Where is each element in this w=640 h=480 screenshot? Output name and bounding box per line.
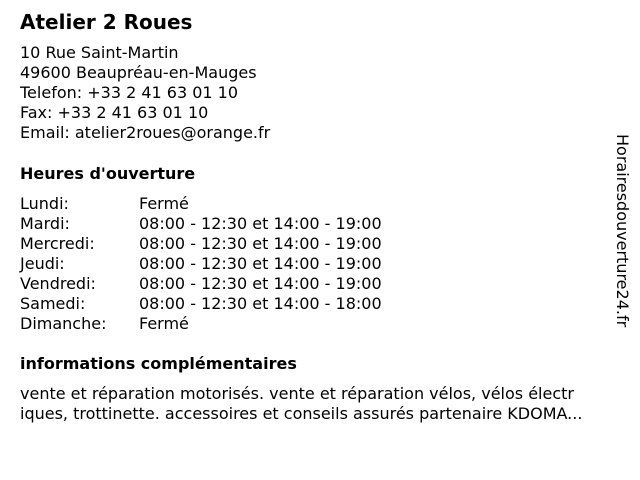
address-city: 49600 Beaupréau-en-Mauges <box>20 63 257 82</box>
day-label: Mercredi: <box>20 234 95 253</box>
phone-number: Telefon: +33 2 41 63 01 10 <box>20 83 239 102</box>
additional-info-text <box>20 384 632 424</box>
hours-row-thursday <box>20 254 440 274</box>
day-label: Samedi: <box>20 294 86 313</box>
day-label: Dimanche: <box>20 314 107 333</box>
day-hours: 08:00 - 12:30 et 14:00 - 18:00 <box>139 294 382 313</box>
hours-row-monday <box>20 194 440 214</box>
info-line: iques, trottinette. accessoires et conseils assurés partenaire KDOMA... <box>20 404 583 423</box>
hours-row-friday <box>20 274 440 294</box>
info-line: vente et réparation motorisés. vente et réparation vélos, vélos électr <box>20 384 574 403</box>
fax-number: Fax: +33 2 41 63 01 10 <box>20 103 209 122</box>
opening-hours-table <box>20 194 440 334</box>
contact-block <box>20 43 270 143</box>
day-label: Jeudi: <box>20 254 65 273</box>
hours-row-tuesday <box>20 214 440 234</box>
day-hours: Fermé <box>139 194 189 213</box>
day-hours: Fermé <box>139 314 189 333</box>
day-hours: 08:00 - 12:30 et 14:00 - 19:00 <box>139 274 382 293</box>
day-label: Lundi: <box>20 194 69 213</box>
address-street: 10 Rue Saint-Martin <box>20 43 179 62</box>
day-label: Mardi: <box>20 214 70 233</box>
hours-row-sunday <box>20 314 440 334</box>
hours-row-wednesday <box>20 234 440 254</box>
day-hours: 08:00 - 12:30 et 14:00 - 19:00 <box>139 234 382 253</box>
day-label: Vendredi: <box>20 274 96 293</box>
opening-hours-heading: Heures d'ouverture <box>20 164 196 183</box>
hours-row-saturday <box>20 294 440 314</box>
site-watermark: Horairesdouverture24.fr <box>613 134 632 328</box>
day-hours: 08:00 - 12:30 et 14:00 - 19:00 <box>139 214 382 233</box>
business-name: Atelier 2 Roues <box>20 10 193 34</box>
day-hours: 08:00 - 12:30 et 14:00 - 19:00 <box>139 254 382 273</box>
additional-info-heading: informations complémentaires <box>20 354 297 373</box>
email-address: Email: atelier2roues@orange.fr <box>20 123 271 142</box>
